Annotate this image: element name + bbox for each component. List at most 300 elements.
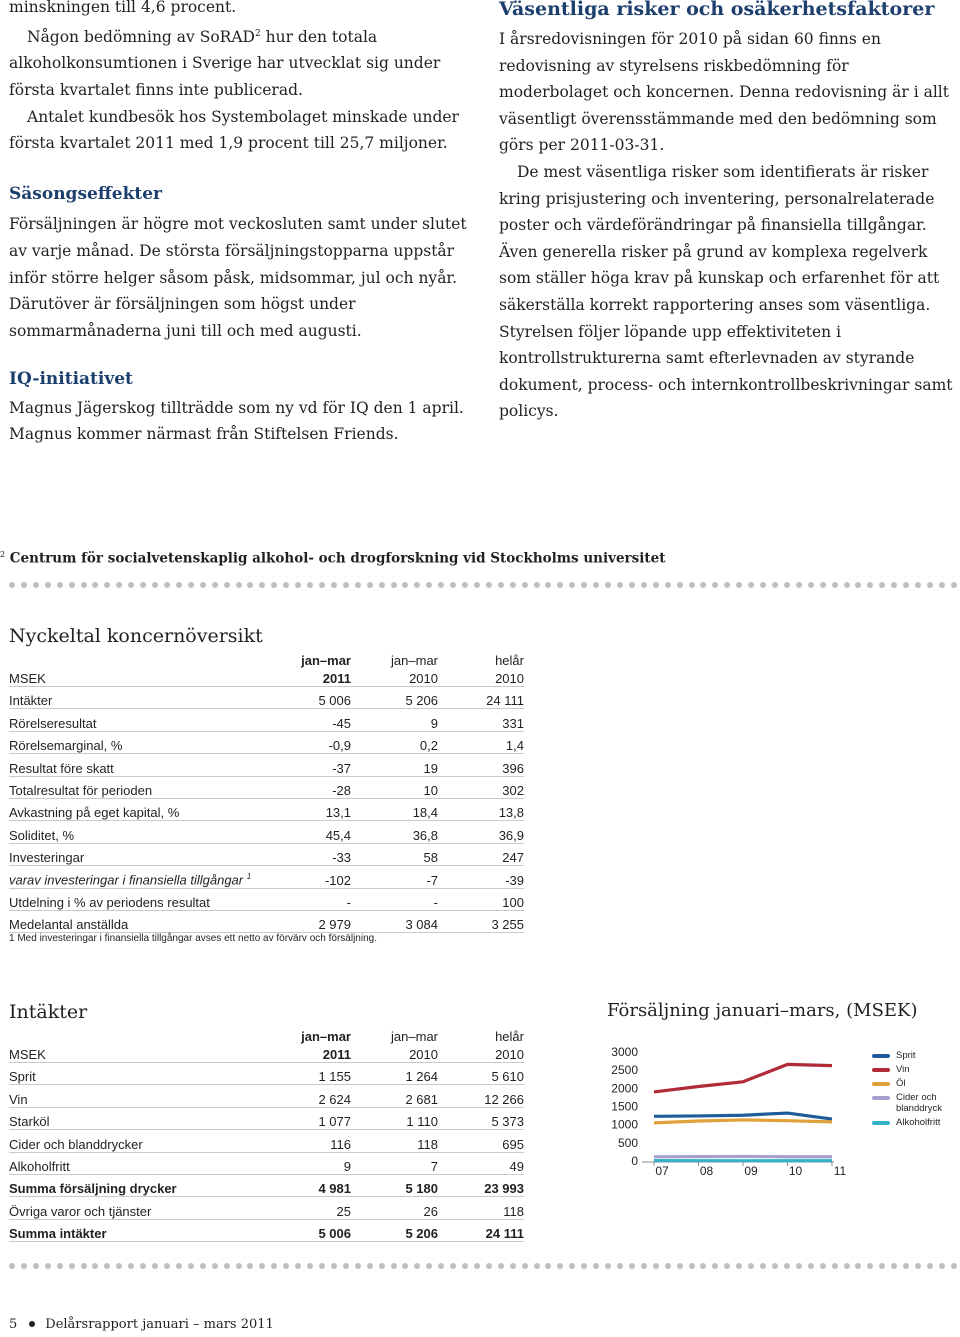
dot (81, 1263, 87, 1269)
dot (307, 1263, 313, 1269)
dot (629, 1263, 635, 1269)
dot (104, 582, 110, 588)
paragraph: Antalet kundbesök hos Systembolaget minskade under första kvartalet 2011 med 1,9 procent till 25,7 miljoner. (9, 107, 459, 153)
cell-value: 12 266 (438, 1085, 524, 1107)
cell-value: 2 681 (351, 1085, 438, 1107)
row-label: Medelantal anställda (9, 910, 279, 932)
dot (760, 1263, 766, 1269)
cell-value: 24 111 (438, 1219, 524, 1241)
cell-value: 247 (438, 843, 524, 865)
dot (259, 582, 265, 588)
row-label: Utdelning i % av periodens resultat (9, 888, 279, 910)
dot (593, 1263, 599, 1269)
dot (700, 1263, 706, 1269)
cell-value: 25 (279, 1197, 351, 1219)
column-header: 2011 (279, 668, 351, 687)
legend-item (872, 1117, 958, 1128)
dot (689, 1263, 695, 1269)
table-header-row (9, 1028, 524, 1044)
dot (748, 582, 754, 588)
dot (569, 1263, 575, 1269)
dot (319, 1263, 325, 1269)
cell-value: -33 (279, 843, 351, 865)
column-header: 2010 (438, 668, 524, 687)
column-header: jan–mar (301, 1029, 351, 1044)
table-row (9, 843, 524, 865)
dot (104, 1263, 110, 1269)
dot (402, 582, 408, 588)
dot (92, 1263, 98, 1269)
dot (855, 1263, 861, 1269)
row-label: Totalresultat för perioden (9, 776, 279, 798)
dot (450, 1263, 456, 1269)
x-tick-label: 08 (699, 1164, 714, 1178)
cell-value: 23 993 (438, 1174, 524, 1196)
table-header-row (9, 668, 524, 687)
dot (152, 1263, 158, 1269)
dot (557, 1263, 563, 1269)
row-label: varav investeringar i finansiella tillgångar $^1$ (9, 866, 279, 888)
cell-value: 26 (351, 1197, 438, 1219)
dot (474, 1263, 480, 1269)
dot (677, 582, 683, 588)
dot (915, 582, 921, 588)
dot (581, 582, 587, 588)
legend-swatch (872, 1054, 890, 1058)
dot (391, 1263, 397, 1269)
dot (283, 582, 289, 588)
dot (545, 582, 551, 588)
dot (9, 582, 15, 588)
row-label: Soliditet, % (9, 821, 279, 843)
dot (522, 1263, 528, 1269)
x-tick-label: 09 (744, 1164, 758, 1178)
cell-value: 2 979 (279, 910, 351, 932)
dot (45, 582, 51, 588)
x-tick-label: 11 (833, 1164, 847, 1178)
dot (343, 1263, 349, 1269)
y-tick-label: 2500 (611, 1063, 638, 1078)
cell-value: 5 006 (279, 1219, 351, 1241)
table-title: Intäkter (9, 1001, 88, 1023)
dot (271, 1263, 277, 1269)
legend-label: Vin (896, 1064, 910, 1075)
dot (343, 582, 349, 588)
dot (188, 582, 194, 588)
series-line (654, 1113, 832, 1119)
table-row (9, 821, 524, 843)
dot (367, 1263, 373, 1269)
cell-value: 3 255 (438, 910, 524, 932)
dot (355, 1263, 361, 1269)
page-number: 5 (9, 1317, 18, 1332)
cell-value: 18,4 (351, 798, 438, 820)
x-tick-label: 07 (655, 1164, 669, 1178)
revenue-table (9, 1028, 524, 1242)
dot (116, 582, 122, 588)
table-row (9, 731, 524, 753)
cell-value: -102 (279, 866, 351, 888)
column-header: 2010 (351, 1044, 438, 1063)
dot (295, 582, 301, 588)
dot (617, 1263, 623, 1269)
table-row (9, 798, 524, 820)
dot (295, 1263, 301, 1269)
dot (116, 1263, 122, 1269)
dot (152, 582, 158, 588)
dot (57, 1263, 63, 1269)
cell-value: 5 180 (351, 1174, 438, 1196)
table-row (9, 776, 524, 798)
paragraph: Försäljningen är högre mot veckosluten samt under slutet av varje månad. De största försäljningstopparna uppstår inför större helger såsom påsk, midsommar, jul och nyår. Därutöver är försäljningen som högst under sommarmånaderna juni till och med augusti. (9, 215, 467, 340)
page-footer (9, 1317, 274, 1332)
dot (903, 1263, 909, 1269)
row-label: Summa försäljning drycker (9, 1174, 279, 1196)
dot (724, 1263, 730, 1269)
dot (879, 1263, 885, 1269)
cell-value: 5 206 (351, 687, 438, 709)
dot (772, 1263, 778, 1269)
dot (200, 582, 206, 588)
dot (236, 582, 242, 588)
cell-value: 5 006 (279, 687, 351, 709)
dot (128, 582, 134, 588)
column-header: 2010 (438, 1044, 524, 1063)
dot (438, 1263, 444, 1269)
report-title: Delårsrapport januari – mars 2011 (45, 1317, 274, 1332)
dot (665, 1263, 671, 1269)
dot (748, 1263, 754, 1269)
dot (402, 1263, 408, 1269)
y-tick-label: 1000 (611, 1117, 638, 1132)
cell-value: 118 (438, 1197, 524, 1219)
dot (593, 582, 599, 588)
table-row (9, 1219, 524, 1241)
dot (605, 1263, 611, 1269)
dot (772, 582, 778, 588)
cell-value: 10 (351, 776, 438, 798)
cell-value: 19 (351, 754, 438, 776)
dot (486, 1263, 492, 1269)
row-label: Rörelseresultat (9, 709, 279, 731)
dot (951, 582, 957, 588)
dot (33, 1263, 39, 1269)
dot (510, 582, 516, 588)
right-column (499, 0, 959, 425)
dot (176, 582, 182, 588)
table-row (9, 709, 524, 731)
dot (247, 582, 253, 588)
cell-value: -7 (351, 866, 438, 888)
column-header: 2010 (351, 668, 438, 687)
dot (867, 582, 873, 588)
cell-value: 9 (351, 709, 438, 731)
dot (653, 1263, 659, 1269)
dot (867, 1263, 873, 1269)
legend-label: Sprit (896, 1050, 916, 1061)
dot (796, 582, 802, 588)
table-row (9, 1130, 524, 1152)
y-tick-label: 1500 (611, 1099, 638, 1114)
dot (450, 582, 456, 588)
legend-swatch (872, 1096, 890, 1100)
dot (176, 1263, 182, 1269)
table-row (9, 866, 524, 888)
dot (426, 582, 432, 588)
dot (820, 1263, 826, 1269)
dot (21, 1263, 27, 1269)
dot (498, 582, 504, 588)
dot (891, 582, 897, 588)
dot (712, 1263, 718, 1269)
column-header: jan–mar (301, 653, 351, 668)
cell-value: - (351, 888, 438, 910)
dot (820, 582, 826, 588)
dot (855, 582, 861, 588)
legend-label: Alkoholfritt (896, 1117, 941, 1128)
dot (736, 582, 742, 588)
dot (331, 1263, 337, 1269)
dot (414, 582, 420, 588)
dot (927, 582, 933, 588)
bullet-icon (29, 1321, 35, 1327)
cell-value: 0,2 (351, 731, 438, 753)
dot (391, 582, 397, 588)
row-label: Alkoholfritt (9, 1152, 279, 1174)
column-header: 2011 (279, 1044, 351, 1063)
series-line (654, 1064, 832, 1092)
dot (128, 1263, 134, 1269)
unit-label: MSEK (9, 1044, 279, 1063)
section-heading: Väsentliga risker och osäkerhetsfaktorer (499, 0, 935, 20)
dot (92, 582, 98, 588)
chart-legend (872, 1050, 958, 1131)
table-row (9, 754, 524, 776)
row-label: Intäkter (9, 687, 279, 709)
dot (534, 1263, 540, 1269)
y-tick-label: 3000 (611, 1045, 638, 1059)
paragraph: minskningen till 4,6 procent. (9, 0, 237, 16)
cell-value: 13,1 (279, 798, 351, 820)
dot (927, 1263, 933, 1269)
dot (784, 1263, 790, 1269)
dot (641, 582, 647, 588)
dot (307, 582, 313, 588)
dot (689, 582, 695, 588)
dot (271, 582, 277, 588)
dot (379, 582, 385, 588)
dot (212, 1263, 218, 1269)
dot (426, 1263, 432, 1269)
legend-label: Öl (896, 1078, 906, 1089)
dot (832, 1263, 838, 1269)
y-tick-label: 0 (631, 1154, 638, 1168)
dot (879, 582, 885, 588)
dot (760, 582, 766, 588)
dot (224, 1263, 230, 1269)
cell-value: -37 (279, 754, 351, 776)
dot (140, 1263, 146, 1269)
dot (247, 1263, 253, 1269)
cell-value: 45,4 (279, 821, 351, 843)
dot (545, 1263, 551, 1269)
paragraph: De mest väsentliga risker som identifierats är risker kring prisjustering och inventering, personalrelaterade poster och värdeförändringar på finansiella tillgångar. Även generella risker på grund av komplexa regelverk som ställer höga krav på kunskap och erfarenhet för att säkerställa korrekt rapportering anses som väsentliga. Styrelsen följer löpande upp effektiviteten i kontrollstrukturerna samt efterlevnaden av styrande dokument, process- och internkontrollbeskrivningar samt policys. (499, 162, 953, 421)
table-row (9, 1152, 524, 1174)
row-label: Investeringar (9, 843, 279, 865)
dot (569, 582, 575, 588)
cell-value: - (279, 888, 351, 910)
cell-value: 1 077 (279, 1107, 351, 1129)
table-row (9, 1197, 524, 1219)
table-row (9, 1085, 524, 1107)
dot (164, 1263, 170, 1269)
table-row (9, 910, 524, 932)
dot (677, 1263, 683, 1269)
cell-value: 3 084 (351, 910, 438, 932)
legend-item (872, 1064, 958, 1075)
dot (522, 582, 528, 588)
dot (188, 1263, 194, 1269)
footnote: $^2$ Centrum för socialvetenskaplig alkohol- och drogforskning vid Stockholms universitet (0, 550, 666, 567)
dot (844, 1263, 850, 1269)
dot (438, 582, 444, 588)
cell-value: 100 (438, 888, 524, 910)
cell-value: 331 (438, 709, 524, 731)
row-label: Sprit (9, 1063, 279, 1085)
sales-line-chart (600, 1040, 860, 1182)
dot (939, 582, 945, 588)
table-header-row (9, 652, 524, 668)
section-heading: Säsongseffekter (9, 183, 163, 204)
row-label: Vin (9, 1085, 279, 1107)
row-label: Summa intäkter (9, 1219, 279, 1241)
dot (581, 1263, 587, 1269)
section-heading: IQ-initiativet (9, 369, 133, 390)
dot (844, 582, 850, 588)
column-header: helår (495, 1029, 524, 1044)
chart-title: Försäljning januari–mars, (MSEK) (607, 1000, 918, 1021)
cell-value: 2 624 (279, 1085, 351, 1107)
dot (236, 1263, 242, 1269)
cell-value: 1 155 (279, 1063, 351, 1085)
cell-value: 695 (438, 1130, 524, 1152)
dot (557, 582, 563, 588)
y-tick-label: 500 (617, 1135, 638, 1150)
dot (641, 1263, 647, 1269)
legend-swatch (872, 1068, 890, 1072)
dot (81, 582, 87, 588)
column-header: jan–mar (391, 653, 438, 668)
table-note: 1 Med investeringar i finansiella tillgångar avses ett netto av förvärv och försäljning. (9, 933, 377, 944)
dot (832, 582, 838, 588)
dot (712, 582, 718, 588)
dot (605, 582, 611, 588)
dot (379, 1263, 385, 1269)
dot (939, 1263, 945, 1269)
key-figures-table (9, 652, 524, 933)
cell-value: -28 (279, 776, 351, 798)
column-header: jan–mar (391, 1029, 438, 1044)
dot (224, 582, 230, 588)
cell-value: -45 (279, 709, 351, 731)
dot (498, 1263, 504, 1269)
dot (736, 1263, 742, 1269)
series-line (654, 1120, 832, 1123)
cell-value: 49 (438, 1152, 524, 1174)
dot (915, 1263, 921, 1269)
dot (414, 1263, 420, 1269)
cell-value: 7 (351, 1152, 438, 1174)
legend-item (872, 1092, 958, 1114)
dot (259, 1263, 265, 1269)
dot (462, 1263, 468, 1269)
dot (808, 1263, 814, 1269)
dot (69, 582, 75, 588)
dot (164, 582, 170, 588)
column-header: helår (495, 653, 524, 668)
legend-item (872, 1078, 958, 1089)
dot (653, 582, 659, 588)
table-row (9, 1063, 524, 1085)
dot (45, 1263, 51, 1269)
y-tick-label: 2000 (611, 1081, 638, 1096)
dot (212, 582, 218, 588)
dot (69, 1263, 75, 1269)
row-label: Resultat före skatt (9, 754, 279, 776)
dot (808, 582, 814, 588)
cell-value: 5 610 (438, 1063, 524, 1085)
unit-label: MSEK (9, 668, 279, 687)
dot (33, 582, 39, 588)
dot (629, 582, 635, 588)
dot (796, 1263, 802, 1269)
dot (891, 1263, 897, 1269)
dot (724, 582, 730, 588)
legend-swatch (872, 1082, 890, 1086)
cell-value: 13,8 (438, 798, 524, 820)
cell-value: 24 111 (438, 687, 524, 709)
dot (462, 582, 468, 588)
table-title: Nyckeltal koncernöversikt (9, 625, 263, 647)
dot (355, 582, 361, 588)
cell-value: 36,8 (351, 821, 438, 843)
legend-swatch (872, 1121, 890, 1125)
dot (474, 582, 480, 588)
dot (331, 582, 337, 588)
legend-label: Cider och blanddryck (896, 1092, 942, 1114)
dot (784, 582, 790, 588)
dot (903, 582, 909, 588)
dotted-divider (9, 1260, 957, 1272)
cell-value: 58 (351, 843, 438, 865)
dotted-divider (9, 579, 957, 591)
cell-value: 1 110 (351, 1107, 438, 1129)
table-row (9, 1174, 524, 1196)
table-header-row (9, 1044, 524, 1063)
dot (700, 582, 706, 588)
row-label: Starköl (9, 1107, 279, 1129)
row-label: Cider och blanddrycker (9, 1130, 279, 1152)
row-label: Avkastning på eget kapital, % (9, 798, 279, 820)
cell-value: 1 264 (351, 1063, 438, 1085)
table-row (9, 687, 524, 709)
paragraph: Någon bedömning av SoRAD$^2$ hur den totala alkoholkonsumtionen i Sverige har utvecklat sig under första kvartalet finns inte publicerad. (9, 27, 441, 99)
dot (21, 582, 27, 588)
cell-value: 118 (351, 1130, 438, 1152)
dot (140, 582, 146, 588)
row-label: Övriga varor och tjänster (9, 1197, 279, 1219)
dot (319, 582, 325, 588)
